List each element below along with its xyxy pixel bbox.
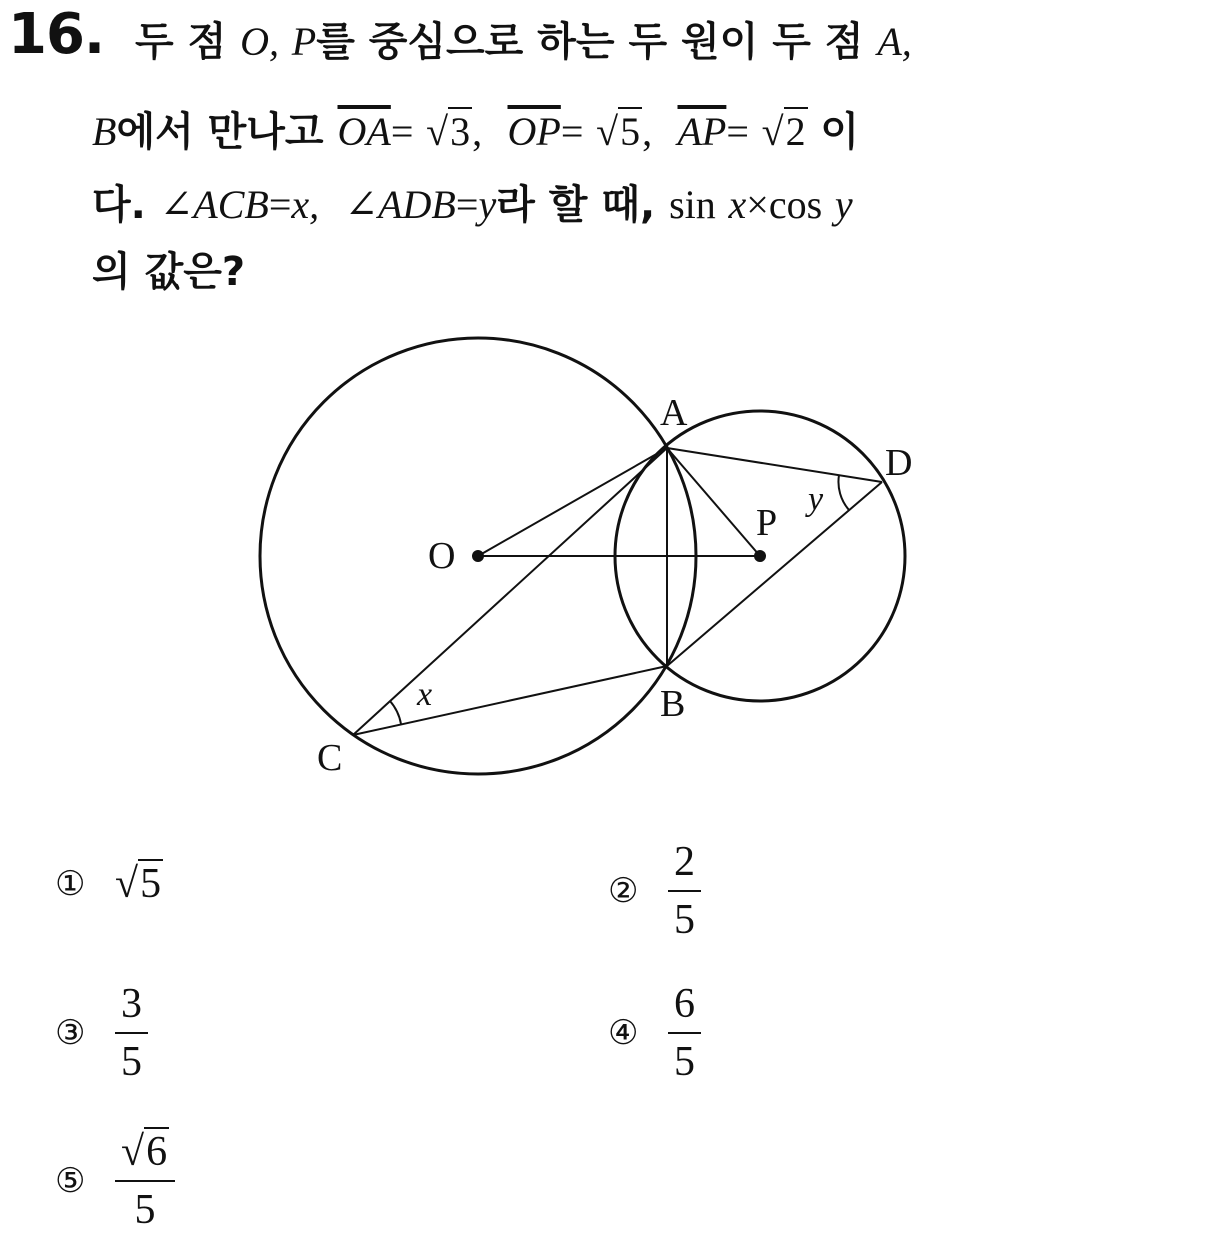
- radical-sign: √: [596, 109, 619, 154]
- text: 에서 만나고: [116, 109, 338, 155]
- equals-sign: =: [268, 182, 292, 227]
- point-p-label: P: [291, 19, 317, 64]
- sqrt-5: [596, 109, 642, 154]
- problem-line-1: [135, 19, 912, 65]
- question-number: 16.: [8, 2, 105, 67]
- angle-x-label: x: [417, 676, 433, 713]
- radical-sign: √: [426, 109, 449, 154]
- var-x: x: [728, 182, 747, 227]
- numerator: [115, 1128, 175, 1182]
- angle-acb: ∠ACB: [159, 182, 269, 227]
- times-sign: ×: [746, 182, 769, 227]
- problem-line-4: 의 값은?: [92, 249, 246, 295]
- label-a: A: [660, 392, 688, 434]
- denominator: 5: [134, 1187, 156, 1233]
- denominator: 5: [121, 1039, 142, 1085]
- choice-5[interactable]: [55, 1128, 175, 1234]
- angle-y-arc: [838, 475, 849, 510]
- text: 다.: [92, 182, 160, 228]
- radical-sign: √: [761, 109, 784, 154]
- problem-line-2: [92, 109, 859, 155]
- geometry-figure: [0, 320, 1232, 800]
- numerator: 6: [668, 980, 701, 1034]
- label-o: O: [428, 535, 456, 577]
- choice-value: [115, 1128, 175, 1234]
- label-c: C: [317, 737, 343, 779]
- choice-number: ②: [608, 871, 639, 911]
- label-b: B: [660, 683, 686, 725]
- choice-number: ④: [608, 1013, 639, 1053]
- equals-sign: =: [560, 109, 584, 154]
- segment-b-c: [353, 666, 667, 735]
- choice-value: [115, 980, 148, 1086]
- choice-value: [668, 980, 701, 1086]
- point-b-label: B: [92, 109, 117, 154]
- equals-sign: =: [390, 109, 414, 154]
- segment-a-d: [667, 448, 882, 482]
- sqrt-2: [761, 109, 808, 154]
- sqrt-3: [426, 109, 472, 154]
- numerator: 2: [668, 838, 701, 892]
- choice-1[interactable]: [55, 860, 163, 908]
- var-y: y: [478, 182, 497, 227]
- text: 이: [820, 109, 859, 155]
- label-d: D: [885, 442, 913, 484]
- comma: ,: [642, 109, 653, 154]
- choice-4[interactable]: [608, 980, 701, 1086]
- problem-line-3: [92, 182, 853, 228]
- angle-adb: ∠ADB: [344, 182, 456, 227]
- choice-value: [115, 860, 163, 908]
- segment-a-p: [667, 448, 760, 556]
- choice-number: ①: [55, 864, 86, 904]
- comma: ,: [472, 109, 483, 154]
- choice-3[interactable]: [55, 980, 148, 1086]
- var-y: y: [834, 182, 853, 227]
- denominator: 5: [674, 897, 695, 943]
- numerator: 3: [115, 980, 148, 1034]
- cos-func: cos: [768, 182, 823, 227]
- angle-x-arc: [390, 701, 401, 724]
- choice-2[interactable]: [608, 838, 701, 944]
- text: 두 점: [135, 19, 241, 65]
- point-o-label: O,: [240, 19, 280, 64]
- point-o-dot: [472, 550, 484, 562]
- choice-number: ③: [55, 1013, 86, 1053]
- radical-sign: √: [121, 1129, 145, 1175]
- label-p: P: [756, 502, 778, 544]
- segment-op: $\overline{OP}$: [507, 109, 561, 154]
- point-a-label: A,: [877, 19, 912, 64]
- segment-o-a: [478, 448, 667, 556]
- text: 를 중심으로 하는 두 원이 두 점: [316, 19, 878, 65]
- choice-value: [668, 838, 701, 944]
- radicand: 3: [450, 109, 471, 154]
- choice-number: ⑤: [55, 1161, 86, 1201]
- segment-oa: $\overline{OA}$: [337, 109, 391, 154]
- radical-sign: √: [115, 861, 139, 907]
- var-x: x,: [291, 182, 320, 227]
- radicand: 2: [785, 109, 806, 154]
- point-p-dot: [754, 550, 766, 562]
- angle-y-label: y: [808, 481, 824, 518]
- radicand: 6: [146, 1129, 168, 1175]
- sin-func: sin: [669, 182, 716, 227]
- text: 라 할 때,: [496, 182, 670, 228]
- equals-sign: =: [455, 182, 479, 227]
- radicand: 5: [620, 109, 641, 154]
- equals-sign: =: [726, 109, 749, 154]
- denominator: 5: [674, 1039, 695, 1085]
- radicand: 5: [140, 861, 162, 907]
- segment-ap: $\overline{AP}$: [677, 109, 727, 154]
